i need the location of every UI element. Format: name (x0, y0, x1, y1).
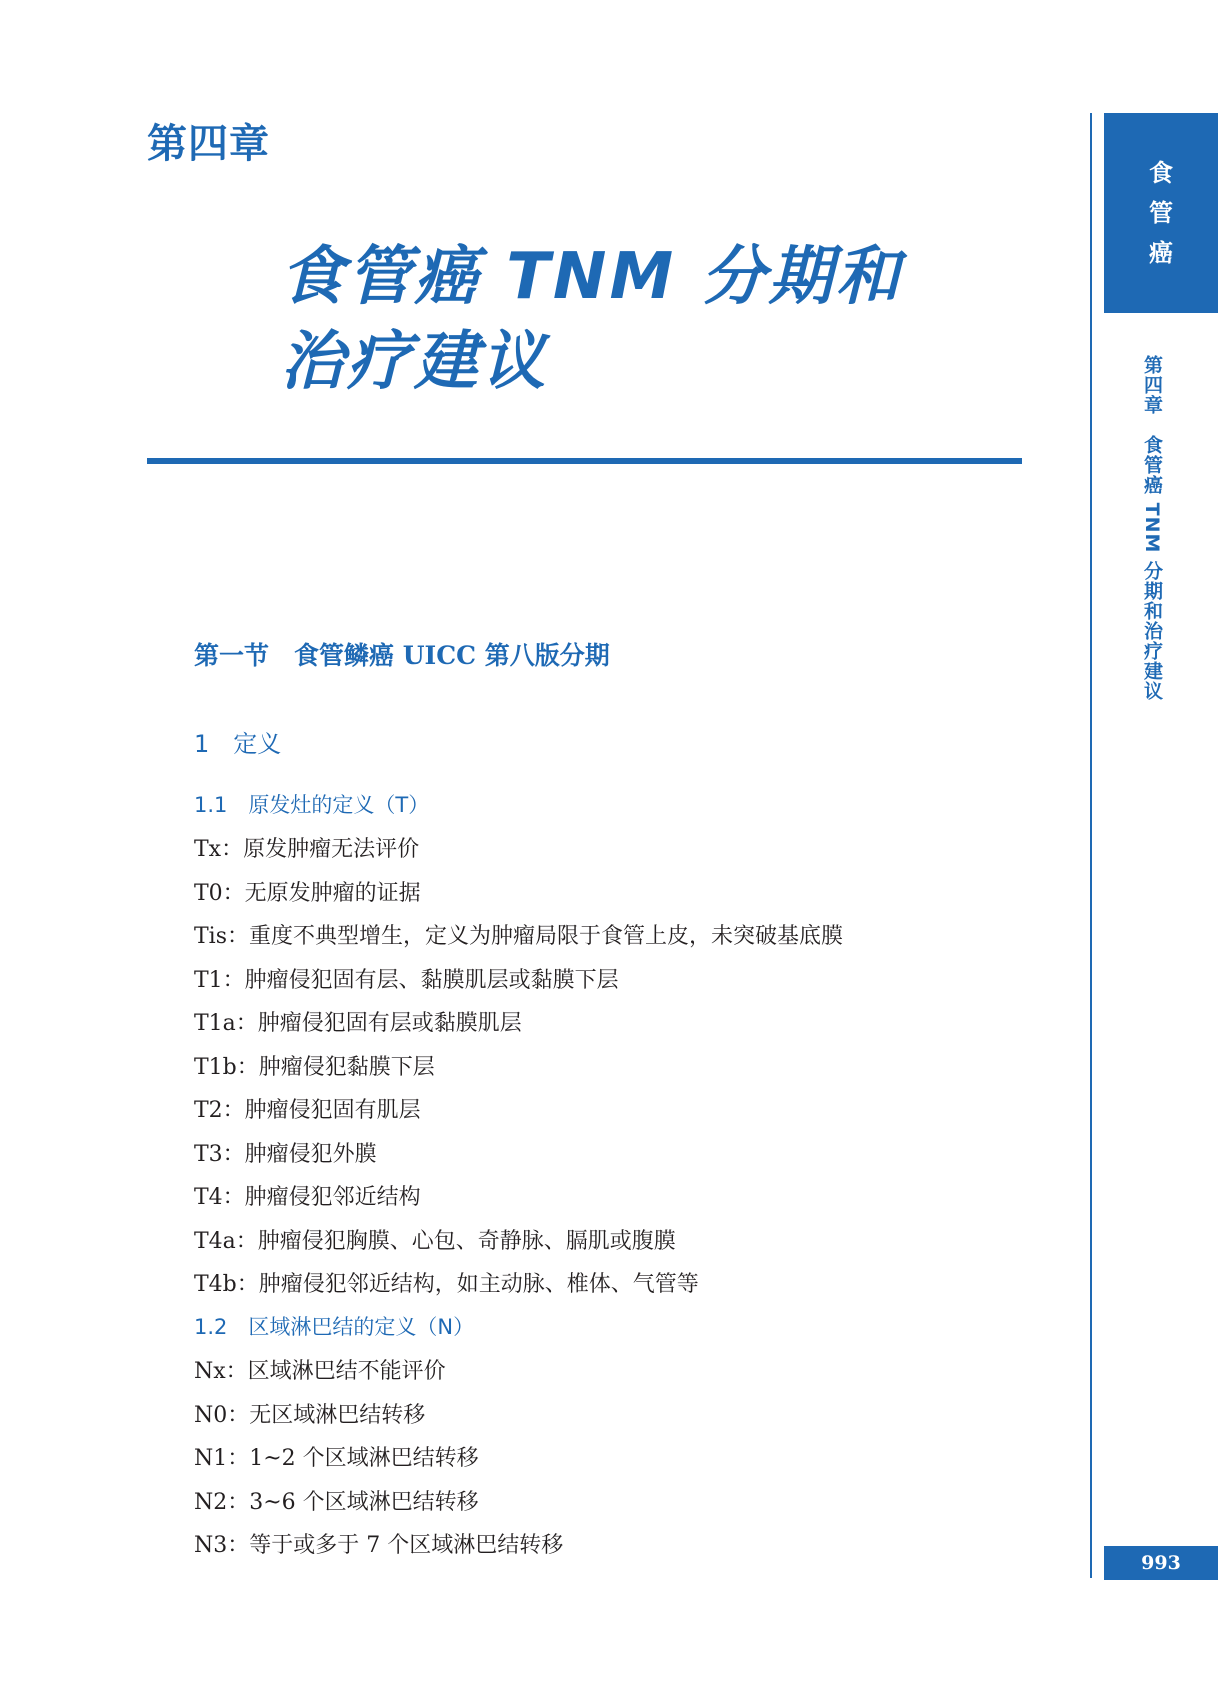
title-divider (147, 458, 1022, 464)
t-line: T4：肿瘤侵犯邻近结构 (194, 1185, 421, 1210)
section-title: 第一节 食管鳞癌 UICC 第八版分期 (194, 641, 610, 670)
t-line: T3：肿瘤侵犯外膜 (194, 1142, 377, 1167)
chapter-title-line-1: 食管癌 TNM 分期和 (280, 240, 903, 314)
t-line: T2：肿瘤侵犯固有肌层 (194, 1098, 421, 1123)
t-line: T4b：肿瘤侵犯邻近结构，如主动脉、椎体、气管等 (194, 1272, 699, 1297)
n-line: N3：等于或多于 7 个区域淋巴结转移 (194, 1533, 564, 1558)
heading-definition: 1 定义 (194, 730, 282, 758)
side-tab-char: 癌 (1149, 239, 1173, 267)
chapter-label: 第四章 (147, 121, 270, 167)
page-number: 993 (1141, 1552, 1181, 1574)
t-line: Tx：原发肿瘤无法评价 (194, 837, 420, 862)
n-line: N1：1~2 个区域淋巴结转移 (194, 1446, 479, 1471)
t-line: T1b：肿瘤侵犯黏膜下层 (194, 1055, 435, 1080)
running-head: 第四章 食管癌 TNM 分期和治疗建议 (1141, 355, 1163, 701)
subheading-n-definition: 1.2 区域淋巴结的定义（N） (194, 1315, 475, 1339)
chapter-title-line-2: 治疗建议 (280, 325, 548, 399)
side-tab-char: 食 (1149, 159, 1173, 187)
n-line: N0：无区域淋巴结转移 (194, 1403, 426, 1428)
n-line: Nx：区域淋巴结不能评价 (194, 1359, 446, 1384)
t-line: Tis：重度不典型增生，定义为肿瘤局限于食管上皮，未突破基底膜 (194, 924, 844, 949)
side-tab-char: 管 (1149, 199, 1173, 227)
t-line: T4a：肿瘤侵犯胸膜、心包、奇静脉、膈肌或腹膜 (194, 1229, 676, 1254)
page-number-box (1104, 1546, 1218, 1580)
t-line: T1a：肿瘤侵犯固有层或黏膜肌层 (194, 1011, 522, 1036)
t-line: T1：肿瘤侵犯固有层、黏膜肌层或黏膜下层 (194, 968, 619, 993)
side-tab (1104, 113, 1218, 313)
n-line: N2：3~6 个区域淋巴结转移 (194, 1490, 479, 1515)
subheading-t-definition: 1.1 原发灶的定义（T） (194, 793, 430, 817)
t-line: T0：无原发肿瘤的证据 (194, 881, 421, 906)
margin-rule (1090, 113, 1092, 1578)
